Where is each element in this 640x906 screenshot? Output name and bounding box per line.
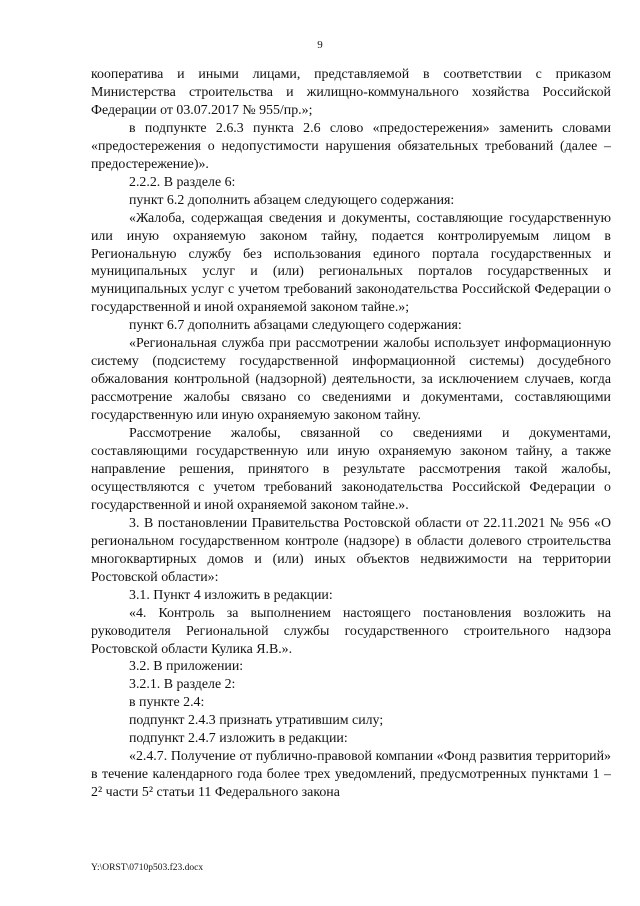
page-number: 9 — [317, 39, 323, 51]
paragraph: в пункте 2.4: — [129, 695, 205, 711]
paragraph: 3. В постановлении Правительства Ростовской области от 22.11.2021 № 956 «О региональном государственном контроле (надзоре) в области долевого строительства многоквартирных домов и (или) иных объектов недвижимости на территории Ростовской области»: — [91, 515, 611, 585]
paragraph: «4. Контроль за выполнением настоящего постановления возложить на руководителя Региональной службы государственного строительного надзора Ростовской области Кулика Я.В.». — [91, 605, 611, 657]
paragraph: 3.2. В приложении: — [129, 659, 244, 675]
paragraph: пункт 6.7 дополнить абзацами следующего содержания: — [129, 318, 462, 334]
paragraph: «2.4.7. Получение от публично-правовой компании «Фонд развития территорий» в течение календарного года более трех уведомлений, предусмотренных пунктами 1 – 2² части 5² статьи 11 Федерального закона — [91, 749, 611, 801]
paragraph: 2.2.2. В разделе 6: — [129, 174, 236, 190]
paragraph: 3.1. Пункт 4 изложить в редакции: — [129, 587, 333, 603]
document-body — [91, 66, 611, 802]
paragraph: подпункт 2.4.7 изложить в редакции: — [129, 731, 348, 747]
paragraph: в подпункте 2.6.3 пункта 2.6 слово «предостережения» заменить словами «предостережения о недопустимости нарушения обязательных требований (далее – предостережение)». — [91, 120, 611, 172]
file-path-footer: Y:\ORST\0710p503.f23.docx — [91, 863, 204, 873]
paragraph: пункт 6.2 дополнить абзацем следующего содержания: — [129, 192, 455, 208]
paragraph: 3.2.1. В разделе 2: — [129, 677, 236, 693]
paragraph: «Региональная служба при рассмотрении жалобы использует информационную систему (подсистему государственной информационной системы) досудебного обжалования контрольной (надзорной) деятельности, за исключением случаев, когда рассмотрение жалобы связано со сведениями и документами, составляющими государственную или иную охраняемую законом тайну. — [91, 336, 611, 424]
paragraph: подпункт 2.4.3 признать утратившим силу; — [129, 713, 384, 729]
paragraph: Рассмотрение жалобы, связанной со сведениями и документами, составляющими государственную или иную охраняемую законом тайну, а также направление решения, принятого в результате рассмотрения такой жалобы, осуществляются с учетом требований законодательства Российской Федерации о государственной и иной охраняемой законом тайне.». — [91, 426, 611, 513]
paragraph: кооператива и иными лицами, представляемой в соответствии с приказом Министерства строительства и жилищно-коммунального хозяйства Российской Федерации от 03.07.2017 № 955/пр.»; — [91, 67, 611, 118]
paragraph: «Жалоба, содержащая сведения и документы, составляющие государственную или иную охраняемую законом тайну, подается контролируемым лицом в Региональную службу без использования единого портала государственных и муниципальных услуг и (или) региональных порталов государственных и муниципальных услуг с учетом требований законодательства Российской Федерации о государственной и иной охраняемой законом тайне.»; — [91, 210, 611, 316]
